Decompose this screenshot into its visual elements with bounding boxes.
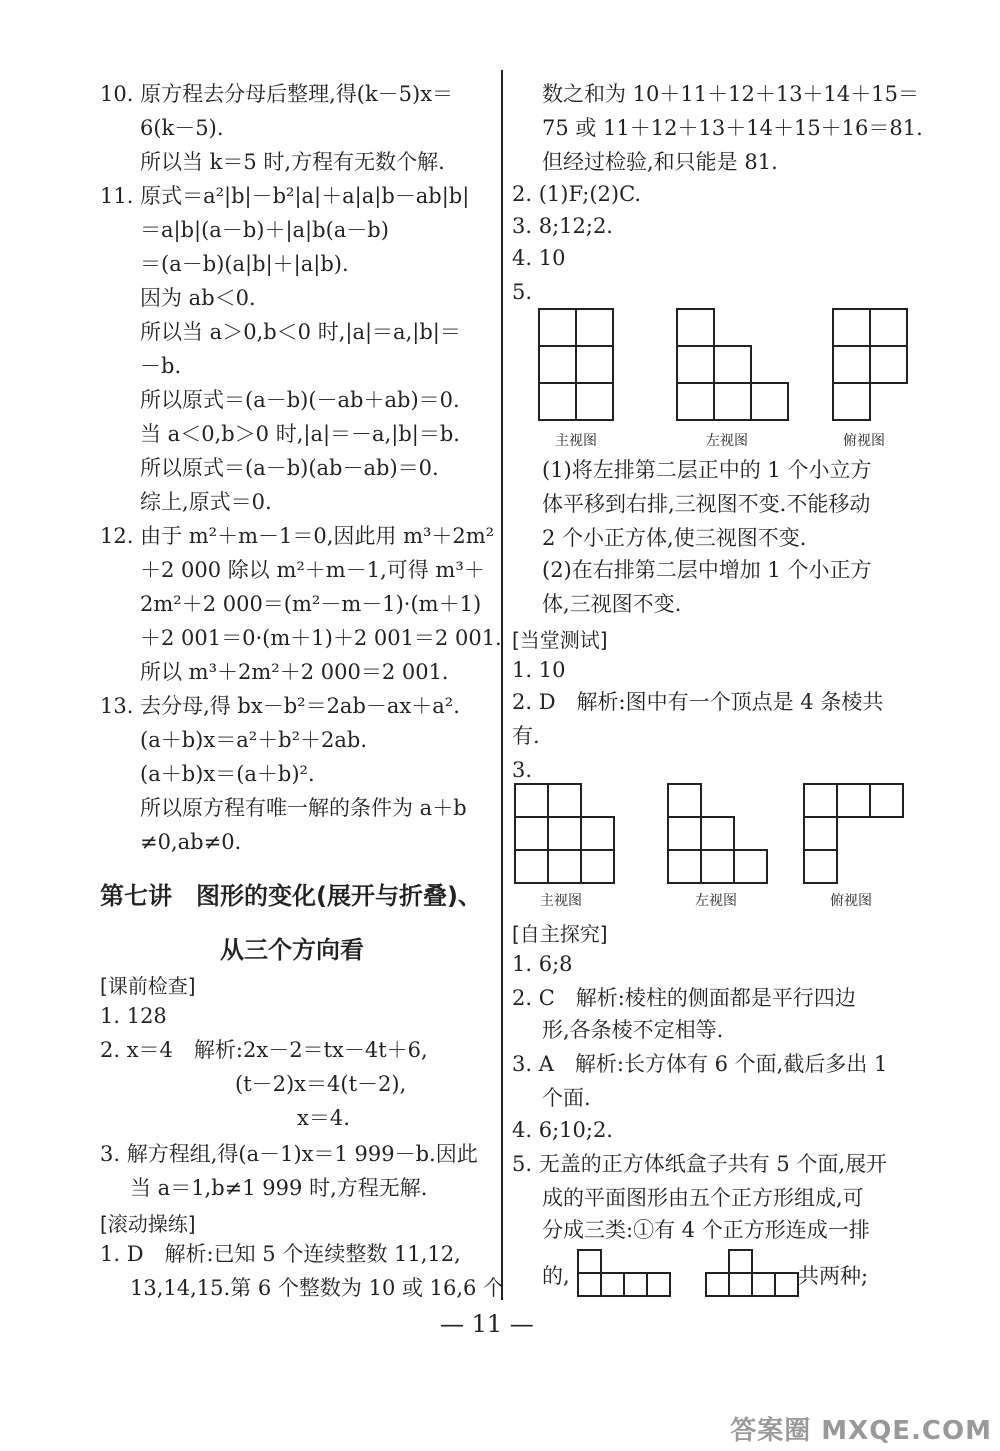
text-line: (t－2)x＝4(t－2), bbox=[235, 1072, 407, 1096]
text-line: ＋2 001＝0·(m＋1)＋2 001＝2 001. bbox=[140, 626, 502, 650]
text-line: 2. D 解析:图中有一个顶点是 4 条棱共 bbox=[512, 690, 884, 714]
section-heading: [滚动操练] bbox=[100, 1212, 196, 1236]
text-line: 11. 原式＝a²|b|－b²|a|＋a|a|b－ab|b| bbox=[100, 184, 470, 208]
text-line: x＝4. bbox=[297, 1106, 350, 1130]
text-line: 2. C 解析:棱柱的侧面都是平行四边 bbox=[512, 986, 856, 1010]
section-heading: [自主探究] bbox=[512, 922, 608, 946]
text-line: 当 a＜0,b＞0 时,|a|＝－a,|b|＝b. bbox=[140, 422, 460, 446]
text-line: 3. A 解析:长方体有 6 个面,截后多出 1 bbox=[512, 1052, 888, 1076]
text-line: 1. 10 bbox=[512, 658, 566, 682]
text-line: 形,各条棱不定相等. bbox=[542, 1018, 724, 1042]
text-line: 4. 6;10;2. bbox=[512, 1118, 613, 1142]
text-line: 所以当 a＞0,b＜0 时,|a|＝a,|b|＝ bbox=[140, 320, 461, 344]
lecture-title: 第七讲 图形的变化(展开与折叠)、 bbox=[100, 882, 482, 910]
text-line: (a＋b)x＝a²＋b²＋2ab. bbox=[140, 728, 367, 752]
text-line: 有. bbox=[512, 724, 540, 748]
text-line: 3. bbox=[512, 758, 533, 782]
text-line: 10. 原方程去分母后整理,得(k－5)x＝ bbox=[100, 82, 454, 106]
text-line: 成的平面图形由五个正方形组成,可 bbox=[542, 1186, 864, 1210]
text-line: 13,14,15.第 6 个整数为 10 或 16,6 个 bbox=[130, 1276, 505, 1300]
three-views-figure-2 bbox=[510, 782, 910, 887]
text-line: 所以当 k＝5 时,方程有无数个解. bbox=[140, 150, 445, 174]
section-heading: [课前检查] bbox=[100, 974, 196, 998]
text-line: 13. 去分母,得 bx－b²＝2ab－ax＋a². bbox=[100, 694, 460, 718]
lecture-subtitle: 从三个方向看 bbox=[220, 936, 364, 964]
text-line: 4. 10 bbox=[512, 246, 566, 270]
view-label: 左视图 bbox=[695, 893, 737, 909]
text-line: ＝a|b|(a－b)＋|a|b(a－b) bbox=[140, 218, 389, 242]
view-label: 主视图 bbox=[555, 433, 597, 449]
text-line: 当 a＝1,b≠1 999 时,方程无解. bbox=[130, 1176, 428, 1200]
text-line: 所以原式＝(a－b)(ab－ab)＝0. bbox=[140, 456, 439, 480]
page-number: — 11 — bbox=[440, 1310, 534, 1338]
text-line: 所以 m³＋2m²＋2 000＝2 001. bbox=[140, 660, 449, 684]
text-line: 2. (1)F;(2)C. bbox=[512, 182, 642, 206]
text-line: 3. 8;12;2. bbox=[512, 214, 613, 238]
text-line: 1. D 解析:已知 5 个连续整数 11,12, bbox=[100, 1242, 461, 1266]
view-label: 俯视图 bbox=[830, 893, 872, 909]
text-line: 体平移到右排,三视图不变.不能移动 bbox=[542, 492, 871, 516]
text-line: 个面. bbox=[542, 1086, 591, 1110]
text-line: 的, bbox=[542, 1264, 570, 1288]
text-line: 但经过检验,和只能是 81. bbox=[542, 150, 778, 174]
text-line: 75 或 11＋12＋13＋14＋15＋16＝81. bbox=[542, 116, 923, 140]
watermark-logo bbox=[730, 1410, 992, 1447]
text-line: 共两种; bbox=[798, 1264, 869, 1288]
text-line: 1. 128 bbox=[100, 1004, 167, 1028]
text-line: (2)在右排第二层中增加 1 个小正方 bbox=[542, 558, 872, 582]
column-divider bbox=[501, 70, 503, 1300]
text-line: ＋2 000 除以 m²＋m－1,可得 m³＋ bbox=[140, 558, 485, 582]
text-line: 所以原方程有唯一解的条件为 a＋b bbox=[140, 796, 467, 820]
text-line: 1. 6;8 bbox=[512, 952, 573, 976]
view-label: 主视图 bbox=[540, 893, 582, 909]
text-line: ≠0,ab≠0. bbox=[140, 830, 242, 854]
text-line: －b. bbox=[140, 354, 182, 378]
text-line: 3. 解方程组,得(a－1)x＝1 999－b.因此 bbox=[100, 1142, 478, 1166]
view-label: 俯视图 bbox=[843, 433, 885, 449]
text-line: ＝(a－b)(a|b|＋|a|b). bbox=[140, 252, 349, 276]
section-heading: [当堂测试] bbox=[512, 628, 608, 652]
three-views-figure-1 bbox=[530, 305, 920, 425]
text-line: (1)将左排第二层正中的 1 个小立方 bbox=[542, 458, 872, 482]
net-diagrams bbox=[576, 1248, 806, 1300]
text-line: 5. 无盖的正方体纸盒子共有 5 个面,展开 bbox=[512, 1152, 888, 1176]
text-line: 12. 由于 m²＋m－1＝0,因此用 m³＋2m² bbox=[100, 524, 495, 548]
text-line: 体,三视图不变. bbox=[542, 592, 682, 616]
text-line: 所以原式＝(a－b)(－ab＋ab)＝0. bbox=[140, 388, 460, 412]
text-line: 数之和为 10＋11＋12＋13＋14＋15＝ bbox=[542, 82, 920, 106]
text-line: 2 个小正方体,使三视图不变. bbox=[542, 526, 807, 550]
text-line: 5. bbox=[512, 280, 533, 304]
view-label: 左视图 bbox=[706, 433, 748, 449]
text-line: 6(k－5). bbox=[140, 116, 224, 140]
watermark-text: 答案圈 MXQE.COM bbox=[730, 1416, 992, 1446]
text-line: (a＋b)x＝(a＋b)². bbox=[140, 762, 315, 786]
text-line: 综上,原式＝0. bbox=[140, 490, 272, 514]
text-line: 分成三类:①有 4 个正方形连成一排 bbox=[542, 1218, 870, 1242]
text-line: 2. x＝4 解析:2x－2＝tx－4t＋6, bbox=[100, 1038, 428, 1062]
text-line: 因为 ab＜0. bbox=[140, 286, 256, 310]
text-line: 2m²＋2 000＝(m²－m－1)·(m＋1) bbox=[140, 592, 482, 616]
